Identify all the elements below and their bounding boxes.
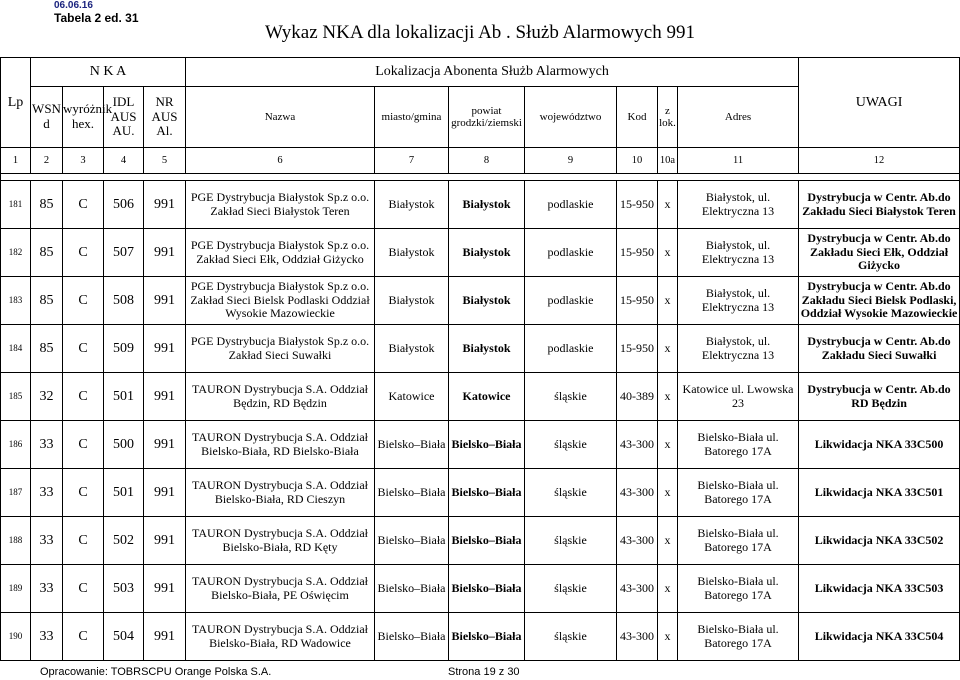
col-header-miasto: miasto/gmina [375, 87, 449, 148]
table-row [1, 421, 960, 469]
row-idl: 508 [104, 277, 144, 325]
row-powiat: Bielsko–Biała [449, 469, 525, 517]
row-miasto: Bielsko–Biała [375, 517, 449, 565]
row-miasto: Białystok [375, 277, 449, 325]
col-header-nr: NR AUS Al. [144, 87, 186, 148]
col-header-wyroznik: wyróżnik hex. [63, 87, 104, 148]
row-nr: 991 [144, 421, 186, 469]
row-uwagi: Likwidacja NKA 33C502 [799, 517, 960, 565]
row-wyroznik: C [63, 613, 104, 661]
row-uwagi: Dystrybucja w Centr. Ab.do Zakładu Sieci Suwałki [799, 325, 960, 373]
row-adres: Bielsko-Biała ul. Batorego 17A [678, 517, 799, 565]
row-lp: 187 [1, 469, 31, 517]
col-group-location: Lokalizacja Abonenta Służb Alarmowych [186, 58, 799, 87]
row-miasto: Bielsko–Biała [375, 421, 449, 469]
row-lp: 190 [1, 613, 31, 661]
row-idl: 503 [104, 565, 144, 613]
col-header-zlok: z lok. [658, 87, 678, 148]
row-wsn: 33 [31, 421, 63, 469]
row-idl: 502 [104, 517, 144, 565]
row-wojewodztwo: podlaskie [525, 181, 617, 229]
row-nazwa: PGE Dystrybucja Białystok Sp.z o.o. Zakład Sieci Ełk, Oddział Giżycko [186, 229, 375, 277]
row-nazwa: TAURON Dystrybucja S.A. Oddział Bielsko-Biała, RD Bielsko-Biała [186, 421, 375, 469]
col-header-idl: IDL AUS AU. [104, 87, 144, 148]
row-wyroznik: C [63, 565, 104, 613]
row-lp: 185 [1, 373, 31, 421]
page-footer [40, 666, 520, 678]
row-wojewodztwo: śląskie [525, 469, 617, 517]
row-wsn: 85 [31, 181, 63, 229]
row-miasto: Bielsko–Biała [375, 469, 449, 517]
row-adres: Białystok, ul. Elektryczna 13 [678, 325, 799, 373]
row-uwagi: Likwidacja NKA 33C501 [799, 469, 960, 517]
row-wojewodztwo: podlaskie [525, 277, 617, 325]
row-adres: Białystok, ul. Elektryczna 13 [678, 277, 799, 325]
column-number: 9 [525, 148, 617, 174]
row-idl: 501 [104, 469, 144, 517]
row-adres: Katowice ul. Lwowska 23 [678, 373, 799, 421]
table-row [1, 469, 960, 517]
row-powiat: Bielsko–Biała [449, 613, 525, 661]
row-zlok: x [658, 277, 678, 325]
column-number: 10 [617, 148, 658, 174]
row-nazwa: PGE Dystrybucja Białystok Sp.z o.o. Zakład Sieci Białystok Teren [186, 181, 375, 229]
row-adres: Bielsko-Biała ul. Batorego 17A [678, 613, 799, 661]
column-numbers-row [1, 148, 960, 174]
row-zlok: x [658, 325, 678, 373]
row-nr: 991 [144, 373, 186, 421]
row-zlok: x [658, 181, 678, 229]
row-powiat: Białystok [449, 229, 525, 277]
row-uwagi: Dystrybucja w Centr. Ab.do Zakładu Sieci Ełk, Oddział Giżycko [799, 229, 960, 277]
row-nr: 991 [144, 565, 186, 613]
row-wsn: 33 [31, 517, 63, 565]
row-wsn: 85 [31, 325, 63, 373]
row-lp: 181 [1, 181, 31, 229]
col-header-wojewodztwo: województwo [525, 87, 617, 148]
row-nazwa: PGE Dystrybucja Białystok Sp.z o.o. Zakład Sieci Bielsk Podlaski Oddział Wysokie Mazowieckie [186, 277, 375, 325]
row-nr: 991 [144, 613, 186, 661]
row-wojewodztwo: podlaskie [525, 325, 617, 373]
column-number: 6 [186, 148, 375, 174]
row-powiat: Białystok [449, 181, 525, 229]
column-number: 4 [104, 148, 144, 174]
col-header-lp: Lp [1, 58, 31, 148]
row-zlok: x [658, 517, 678, 565]
row-adres: Bielsko-Biała ul. Batorego 17A [678, 565, 799, 613]
row-zlok: x [658, 373, 678, 421]
row-kod: 43-300 [617, 517, 658, 565]
footer-author: Opracowanie: TOBRSCPU Orange Polska S.A. [40, 666, 272, 678]
row-wojewodztwo: śląskie [525, 421, 617, 469]
row-uwagi: Likwidacja NKA 33C500 [799, 421, 960, 469]
row-nazwa: TAURON Dystrybucja S.A. Oddział Bielsko-Biała, PE Oświęcim [186, 565, 375, 613]
row-uwagi: Dystrybucja w Centr. Ab.do Zakładu Sieci Białystok Teren [799, 181, 960, 229]
row-wsn: 33 [31, 565, 63, 613]
row-idl: 500 [104, 421, 144, 469]
row-lp: 188 [1, 517, 31, 565]
row-powiat: Katowice [449, 373, 525, 421]
nka-table [0, 57, 960, 661]
row-idl: 509 [104, 325, 144, 373]
row-adres: Bielsko-Biała ul. Batorego 17A [678, 469, 799, 517]
row-lp: 189 [1, 565, 31, 613]
row-nazwa: TAURON Dystrybucja S.A. Oddział Bielsko-Biała, RD Cieszyn [186, 469, 375, 517]
col-header-uwagi: UWAGI [799, 58, 960, 148]
row-wojewodztwo: śląskie [525, 517, 617, 565]
row-uwagi: Dystrybucja w Centr. Ab.do RD Będzin [799, 373, 960, 421]
row-wojewodztwo: śląskie [525, 613, 617, 661]
row-uwagi: Dystrybucja w Centr. Ab.do Zakładu Sieci Bielsk Podlaski, Oddział Wysokie Mazowieckie [799, 277, 960, 325]
row-kod: 40-389 [617, 373, 658, 421]
row-wsn: 33 [31, 613, 63, 661]
row-powiat: Bielsko–Biała [449, 565, 525, 613]
row-uwagi: Likwidacja NKA 33C504 [799, 613, 960, 661]
row-kod: 15-950 [617, 277, 658, 325]
row-wyroznik: C [63, 229, 104, 277]
row-zlok: x [658, 229, 678, 277]
column-number: 7 [375, 148, 449, 174]
row-nr: 991 [144, 469, 186, 517]
row-kod: 43-300 [617, 565, 658, 613]
col-header-nazwa: Nazwa [186, 87, 375, 148]
row-miasto: Katowice [375, 373, 449, 421]
column-number: 12 [799, 148, 960, 174]
row-wsn: 85 [31, 229, 63, 277]
row-lp: 183 [1, 277, 31, 325]
row-powiat: Bielsko–Biała [449, 517, 525, 565]
table-row [1, 373, 960, 421]
row-kod: 43-300 [617, 421, 658, 469]
row-nr: 991 [144, 325, 186, 373]
row-wyroznik: C [63, 517, 104, 565]
row-lp: 186 [1, 421, 31, 469]
row-lp: 182 [1, 229, 31, 277]
row-nr: 991 [144, 277, 186, 325]
row-miasto: Bielsko–Biała [375, 565, 449, 613]
row-adres: Białystok, ul. Elektryczna 13 [678, 181, 799, 229]
row-nazwa: TAURON Dystrybucja S.A. Oddział Bielsko-Biała, RD Wadowice [186, 613, 375, 661]
table-row [1, 565, 960, 613]
row-idl: 507 [104, 229, 144, 277]
row-wyroznik: C [63, 373, 104, 421]
col-group-nka: N K A [31, 58, 186, 87]
row-wyroznik: C [63, 421, 104, 469]
row-powiat: Bielsko–Biała [449, 421, 525, 469]
row-powiat: Białystok [449, 325, 525, 373]
table-label: Tabela 2 ed. 31 [54, 11, 139, 25]
row-nr: 991 [144, 517, 186, 565]
table-row [1, 613, 960, 661]
row-nr: 991 [144, 229, 186, 277]
col-header-adres: Adres [678, 87, 799, 148]
table-row [1, 325, 960, 373]
row-kod: 43-300 [617, 613, 658, 661]
row-powiat: Białystok [449, 277, 525, 325]
row-nazwa: TAURON Dystrybucja S.A. Oddział Będzin, RD Będzin [186, 373, 375, 421]
col-header-kod: Kod [617, 87, 658, 148]
col-header-wsn: WSN d [31, 87, 63, 148]
row-kod: 15-950 [617, 229, 658, 277]
spacer-row [1, 174, 960, 181]
table-row [1, 277, 960, 325]
column-number: 5 [144, 148, 186, 174]
column-number: 8 [449, 148, 525, 174]
row-kod: 15-950 [617, 181, 658, 229]
row-adres: Bielsko-Biała ul. Batorego 17A [678, 421, 799, 469]
row-wsn: 85 [31, 277, 63, 325]
document-date: 06.06.16 [54, 0, 93, 11]
row-wyroznik: C [63, 469, 104, 517]
page-title: Wykaz NKA dla lokalizacji Ab . Służb Alarmowych 991 [265, 22, 695, 43]
table-row [1, 517, 960, 565]
row-idl: 506 [104, 181, 144, 229]
row-miasto: Białystok [375, 325, 449, 373]
row-wojewodztwo: śląskie [525, 565, 617, 613]
col-header-powiat: powiat grodzki/ziemski [449, 87, 525, 148]
row-miasto: Białystok [375, 229, 449, 277]
row-zlok: x [658, 421, 678, 469]
row-nr: 991 [144, 181, 186, 229]
column-number: 2 [31, 148, 63, 174]
row-idl: 501 [104, 373, 144, 421]
row-wyroznik: C [63, 325, 104, 373]
row-idl: 504 [104, 613, 144, 661]
row-miasto: Bielsko–Biała [375, 613, 449, 661]
row-nazwa: TAURON Dystrybucja S.A. Oddział Bielsko-Biała, RD Kęty [186, 517, 375, 565]
row-nazwa: PGE Dystrybucja Białystok Sp.z o.o. Zakład Sieci Suwałki [186, 325, 375, 373]
table-row [1, 229, 960, 277]
row-zlok: x [658, 613, 678, 661]
row-lp: 184 [1, 325, 31, 373]
row-uwagi: Likwidacja NKA 33C503 [799, 565, 960, 613]
row-zlok: x [658, 469, 678, 517]
column-number: 11 [678, 148, 799, 174]
row-wsn: 33 [31, 469, 63, 517]
row-wojewodztwo: podlaskie [525, 229, 617, 277]
row-miasto: Białystok [375, 181, 449, 229]
row-kod: 43-300 [617, 469, 658, 517]
footer-page-number: Strona 19 z 30 [448, 666, 520, 678]
row-wyroznik: C [63, 181, 104, 229]
column-number: 3 [63, 148, 104, 174]
column-number: 10a [658, 148, 678, 174]
column-number: 1 [1, 148, 31, 174]
row-wsn: 32 [31, 373, 63, 421]
row-adres: Białystok, ul. Elektryczna 13 [678, 229, 799, 277]
row-kod: 15-950 [617, 325, 658, 373]
row-wyroznik: C [63, 277, 104, 325]
row-zlok: x [658, 565, 678, 613]
row-wojewodztwo: śląskie [525, 373, 617, 421]
table-row [1, 181, 960, 229]
